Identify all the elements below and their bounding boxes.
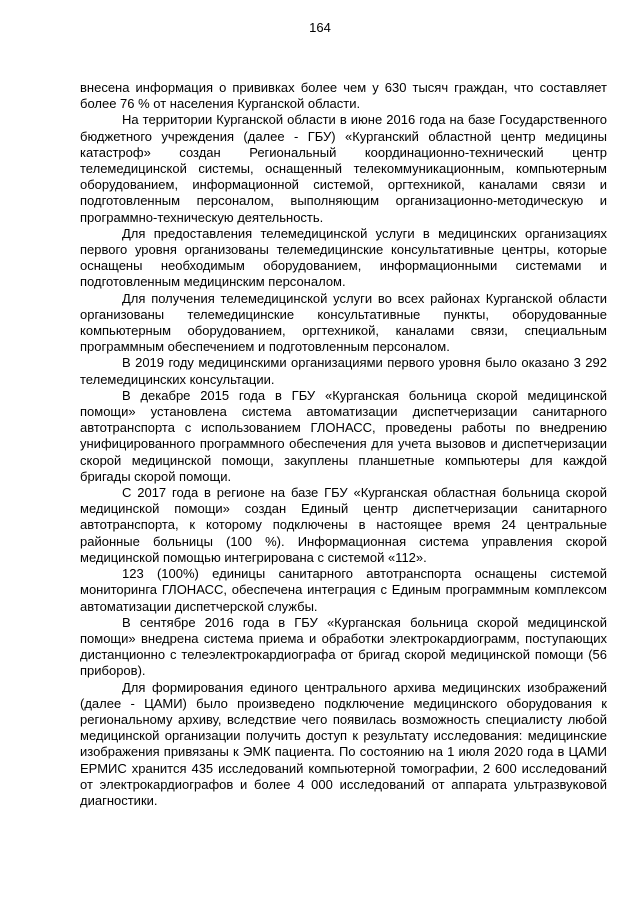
page-number: 164: [309, 20, 331, 35]
paragraph-glonass-dispatch: В декабре 2015 года в ГБУ «Курганская больница скорой медицинской помощи» установлена система автоматизации диспетчеризации санитарного автотранспорта с использованием ГЛОНАСС, проведены работы по внедрению унифицированного программного обеспечения для учета вызовов и диспетчеризации скорой медицинской помощи, закуплены планшетные компьютеры для каждой бригады скорой помощи.: [80, 387, 607, 484]
paragraph-medical-image-archive: Для формирования единого центрального архива медицинских изображений (далее - ЦАМИ) было произведено подключение медицинского оборудования к региональному архиву, вследствие чего появилась возможность специалисту любой медицинской организации получить доступ к результату исследования: медицинские изображения привязаны к ЭМК пациента. По состоянию на 1 июля 2020 года в ЦАМИ ЕРМИС хранится 435 исследований компьютерной томографии, 2 600 исследований от электрокардиографов и более 4 000 исследований от аппарата ультразвуковой диагностики.: [80, 679, 607, 808]
paragraph-glonass-monitoring: 123 (100%) единицы санитарного автотранспорта оснащены системой мониторинга ГЛОНАСС, обеспечена интеграция с Единым программным комплексом автоматизации диспетчерской службы.: [80, 566, 607, 614]
paragraph-vaccination-info: внесена информация о прививках более чем у 630 тысяч граждан, что составляет более 76 % от населения Курганской области.: [80, 80, 607, 112]
paragraph-unified-dispatch-center: С 2017 года в регионе на базе ГБУ «Курганская областная больница скорой медицинской помощи» создан Единый центр диспетчеризации санитарного автотранспорта, к которому подключены в настоящее время 24 центральные районные больницы (100 %). Информационная система управления скорой медицинской помощью интегрирована с системой «112».: [80, 485, 607, 565]
paragraph-consulting-centers: Для предоставления телемедицинской услуги в медицинских организациях первого уровня организованы телемедицинские консультативные центры, которые оснащены необходимым оборудованием, информационными системами и подготовленным медицинским персоналом.: [80, 225, 607, 290]
paragraph-consultations-2019: В 2019 году медицинскими организациями первого уровня было оказано 3 292 телемедицинских консультации.: [80, 355, 607, 387]
paragraph-ecg-system: В сентябре 2016 года в ГБУ «Курганская больница скорой медицинской помощи» внедрена система приема и обработки электрокардиограмм, поступающих дистанционно с телеэлектрокардиографа от бригад скорой медицинской помощи (56 приборов).: [80, 614, 607, 679]
paragraph-telemedicine-center: На территории Курганской области в июне 2016 года на базе Государственного бюджетного учреждения (далее - ГБУ) «Курганский областной центр медицины катастроф» создан Региональный координационно-технический центр телемедицинской системы, оснащенный телекоммуникационным, компьютерным оборудованием, информационной системой, оргтехникой, каналами связи и подготовленным персоналом, выполняющим организационно-методическую и программно-техническую деятельность.: [80, 112, 607, 225]
paragraph-consulting-points: Для получения телемедицинской услуги во всех районах Курганской области организованы телемедицинские консультативные пункты, оборудованные компьютерным оборудованием, оргтехникой, каналами связи, специальным программным обеспечением и подготовленным персоналом.: [80, 290, 607, 355]
document-body: [80, 80, 607, 809]
